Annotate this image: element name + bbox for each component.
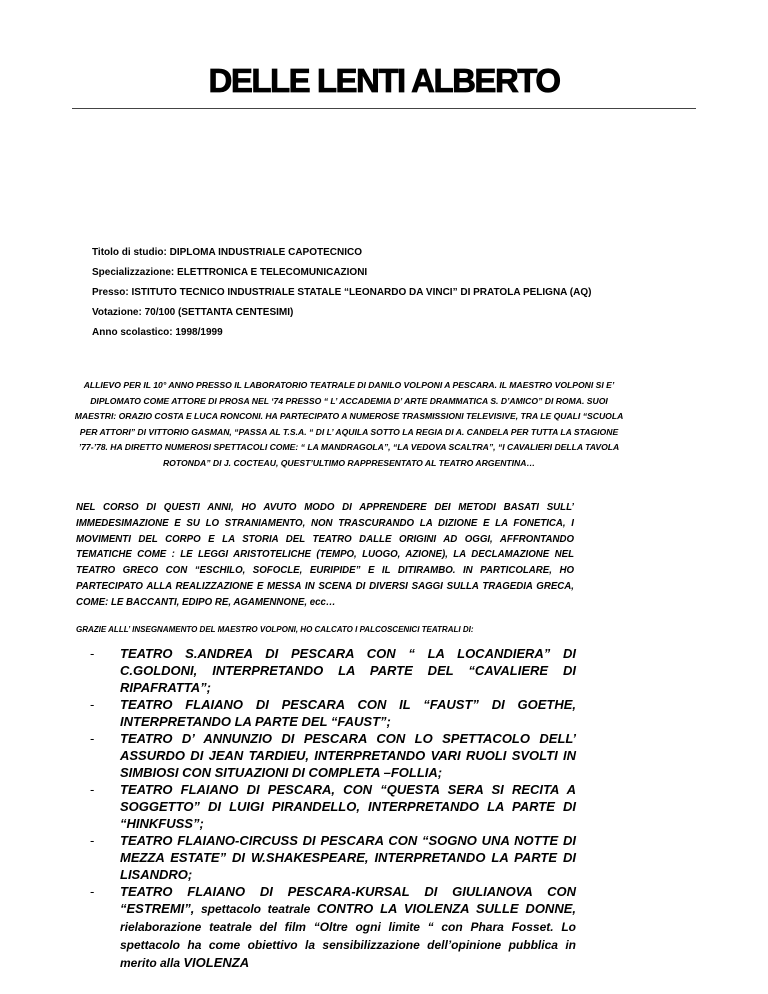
list-item — [76, 730, 576, 781]
theatre-roles-list — [76, 645, 576, 972]
education-value: 70/100 (SETTANTA CENTESIMI) — [144, 307, 294, 318]
bullet-dash: - — [90, 833, 95, 848]
education-row-year — [92, 326, 612, 340]
education-label: Anno scolastico: — [92, 327, 173, 338]
education-value: 1998/1999 — [175, 327, 223, 338]
list-item — [76, 832, 576, 883]
list-item-text: rielaborazione teatrale del film “Oltre ogni limite “ con Phara Fosset. Lo spettacolo ha come obiettivo la sensibilizzazione dell’opinione pubblica in merito alla — [120, 920, 576, 970]
education-value: ELETTRONICA E TELECOMUNICAZIONI — [177, 267, 368, 278]
stages-intro: GRAZIE ALLL’ INSEGNAMENTO DEL MAESTRO VOLPONI, HO CALCATO I PALCOSCENICI TEATRALI DI: — [76, 625, 474, 634]
education-row-school — [92, 286, 612, 300]
education-value: DIPLOMA INDUSTRIALE CAPOTECNICO — [169, 247, 363, 258]
education-row-specialization — [92, 266, 612, 280]
list-item-text: TEATRO FLAIANO DI PESCARA, CON “QUESTA SERA SI RECITA A SOGGETTO” DI LUIGI PIRANDELLO, INTERPRETANDO LA PARTE DI “HINKFUSS”; — [120, 782, 576, 831]
list-item-text: TEATRO S.ANDREA DI PESCARA CON “ LA LOCANDIERA” DI C.GOLDONI, INTERPRETANDO LA PARTE DEL “CAVALIERE DI RIPAFRATTA”; — [120, 646, 576, 695]
list-item-text: spettacolo teatrale — [194, 902, 317, 916]
bullet-dash: - — [90, 782, 95, 797]
education-section — [92, 246, 612, 346]
bullet-dash: - — [90, 646, 95, 661]
list-item-text: TEATRO D’ ANNUNZIO DI PESCARA CON LO SPETTACOLO DELL’ ASSURDO DI JEAN TARDIEU, INTERPRETANDO VARI RUOLI SVOLTI IN SIMBIOSI CON SITUAZIONI DI COMPLETA –FOLLIA; — [120, 731, 576, 780]
list-item-text: VIOLENZA — [183, 955, 250, 970]
list-item-text: TEATRO FLAIANO DI PESCARA CON IL “FAUST” DI GOETHE, INTERPRETANDO LA PARTE DEL “FAUST”; — [120, 697, 576, 729]
document-title: DELLE LENTI ALBERTO — [208, 62, 560, 99]
list-item — [76, 883, 576, 972]
bullet-dash: - — [90, 731, 95, 746]
training-paragraph: NEL CORSO DI QUESTI ANNI, HO AVUTO MODO DI APPRENDERE DEI METODI BASATI SULL’ IMMEDESIMAZIONE E SU LO STRANIAMENTO, NON TRASCURANDO LA DIZIONE E LA FONETICA, I MOVIMENTI DEL CORPO E LA STORIA DEL TEATRO DALLE ORIGINI AD OGGI, AFFRONTANDO TEMATICHE COME : LE LEGGI ARISTOTELICHE (TEMPO, LUOGO, AZIONE), LA DECLAMAZIONE NEL TEATRO GRECO CON “ESCHILO, SOFOCLE, EURIPIDE” E IL DITIRAMBO. IN PARTICOLARE, HO PARTECIPATO ALLA REALIZZAZIONE E MESSA IN SCENA DI DIVERSI SAGGI SULLA TRAGEDIA GRECA, COME: LE BACCANTI, EDIPO RE, AGAMENNONE, ecc… — [76, 502, 574, 608]
bullet-dash: - — [90, 697, 95, 712]
education-value: ISTITUTO TECNICO INDUSTRIALE STATALE “LEONARDO DA VINCI” DI PRATOLA PELIGNA (AQ) — [131, 287, 592, 298]
biography-paragraph: ALLIEVO PER IL 10° ANNO PRESSO IL LABORATORIO TEATRALE DI DANILO VOLPONI A PESCARA. IL MAESTRO VOLPONI SI E’ DIPLOMATO COME ATTORE DI PROSA NEL ‘74 PRESSO “ L’ ACCADEMIA D’ ARTE DRAMMATICA S. D’AMICO” DI ROMA. SUOI MAESTRI: ORAZIO COSTA E LUCA RONCONI. HA PARTECIPATO A NUMEROSE TRASMISSIONI TELEVISIVE, TRA LE QUALI “SCUOLA PER ATTORI” DI VITTORIO GASMAN, “PASSA AL T.S.A. “ DI L’ AQUILA SOTTO LA REGIA DI A. CANDELA PER TUTTA LA STAGIONE ’77-’78. HA DIRETTO NUMEROSI SPETTACOLI COME: “ LA MANDRAGOLA”, “LA VEDOVA SCALTRA”, “I CAVALIERI DELLA TAVOLA ROTONDA” DI J. COCTEAU, QUEST’ULTIMO RAPPRESENTATO AL TEATRO ARGENTINA… — [74, 380, 624, 468]
title-rule — [72, 108, 696, 109]
list-item-text: TEATRO FLAIANO-CIRCUSS DI PESCARA CON “SOGNO UNA NOTTE DI MEZZA ESTATE” DI W.SHAKESPEARE, INTERPRETANDO LA PARTE DI LISANDRO; — [120, 833, 576, 882]
bullet-dash: - — [90, 884, 95, 899]
education-label: Specializzazione: — [92, 267, 175, 278]
education-label: Presso: — [92, 287, 129, 298]
education-label: Votazione: — [92, 307, 142, 318]
list-item-text: CONTRO LA VIOLENZA SULLE DONNE, — [316, 901, 576, 916]
education-row-degree — [92, 246, 612, 260]
list-item — [76, 696, 576, 730]
list-item-text: TEATRO FLAIANO DI PESCARA-KURSAL DI GIULIANOVA CON “ESTREMI”, — [120, 884, 576, 916]
education-row-grade — [92, 306, 612, 320]
list-item — [76, 781, 576, 832]
education-label: Titolo di studio: — [92, 247, 167, 258]
list-item — [76, 645, 576, 696]
